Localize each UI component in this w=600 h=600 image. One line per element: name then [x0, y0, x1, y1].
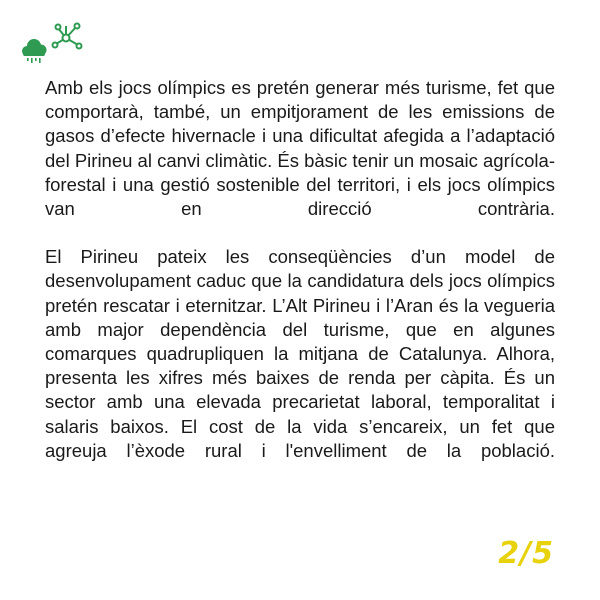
rain-cloud-icon	[22, 39, 47, 63]
paragraph-1: Amb els jocs olímpics es pretén generar més turisme, fet que comportarà, també, un empitjorament de les emissions de gasos d’efecte hivernacle i una dificultat afegida a l’adaptació del Pirineu al canvi climàtic. És bàsic tenir un mosaic agrícola-forestal i una gestió sostenible del territori, i els jocs olímpics van en direcció contrària.	[45, 77, 555, 220]
paragraph-2: El Pirineu pateix les conseqüències d’un model de desenvolupament caduc que la candidatura dels jocs olímpics pretén rescatar i eternitzar. L’Alt Pirineu i l’Aran és la vegueria amb major dependència del turisme, que en algunes comarques quadrupliquen la mitjana de Catalunya. Alhora, presenta les xifres més baixes de renda per càpita. És un sector amb una elevada precarietat laboral, temporalitat i salaris baixos. El cost de la vida s’encareix, un fet que agreuja l’èxode rural i l'envelliment de la població.	[45, 246, 555, 461]
body-text	[45, 76, 555, 487]
page-indicator: 2/5	[498, 536, 554, 571]
logo	[18, 20, 86, 68]
network-nodes-icon	[53, 24, 82, 49]
